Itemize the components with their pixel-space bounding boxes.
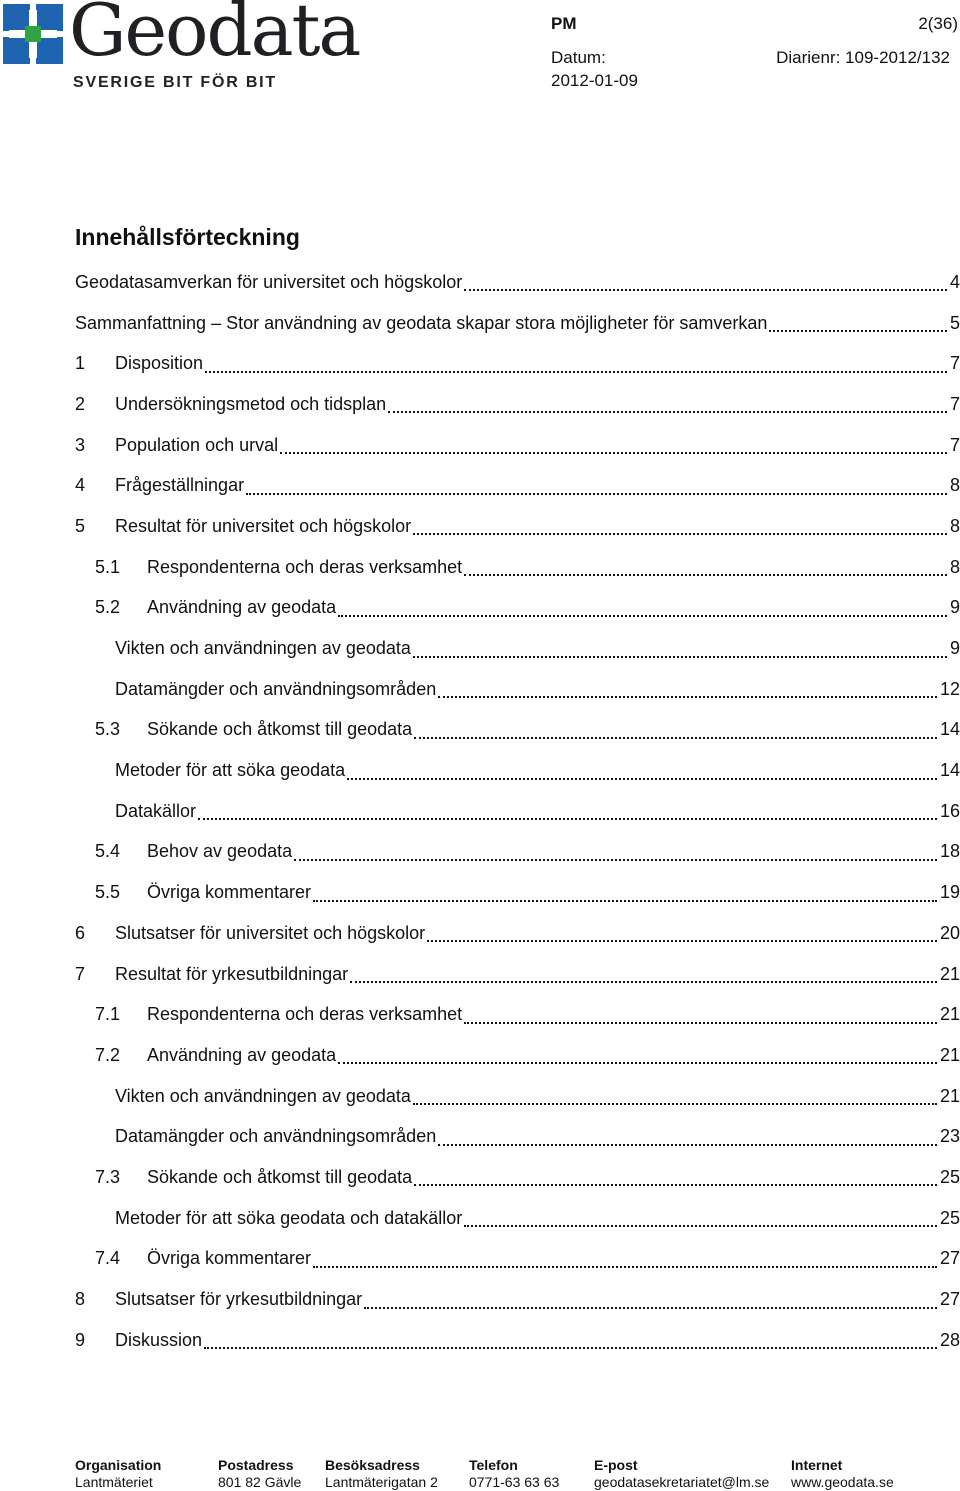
toc-entry[interactable]: [75, 669, 960, 710]
toc-entry-page: 7: [949, 353, 960, 374]
toc-entry[interactable]: [75, 1157, 960, 1198]
toc-entry[interactable]: [75, 913, 960, 954]
footer-value: 0771-63 63 63: [469, 1474, 560, 1490]
footer-column: [469, 1457, 559, 1491]
toc-entry-page: 4: [949, 271, 960, 292]
toc-entry-title: Respondenterna och deras verksamhet: [147, 1004, 463, 1025]
toc-entry-number: 7.1: [95, 1004, 121, 1025]
logo-tagline: SVERIGE BIT FÖR BIT: [73, 74, 277, 91]
toc-entry-number: 7: [75, 963, 86, 984]
toc-entry[interactable]: [75, 506, 960, 547]
footer-column: [791, 1457, 894, 1491]
toc-dot-leader: [413, 521, 947, 535]
page-number: 2(36): [918, 14, 958, 33]
toc-dot-leader: [205, 359, 947, 373]
date-label: Datum:: [551, 48, 606, 67]
geodata-cross-icon: [3, 4, 63, 64]
toc-entry-title: Resultat för yrkesutbildningar: [115, 963, 349, 984]
toc-dot-leader: [198, 806, 937, 820]
toc-dot-leader: [338, 603, 947, 617]
toc-dot-leader: [204, 1335, 937, 1349]
toc-entry-number: 7.2: [95, 1044, 121, 1065]
toc-entry-title: Behov av geodata: [147, 841, 293, 862]
toc-entry[interactable]: [75, 303, 960, 344]
toc-entry-number: 4: [75, 475, 86, 496]
toc-entry[interactable]: [75, 384, 960, 425]
logo-wordmark: Geodata: [69, 0, 360, 72]
footer-value[interactable]: geodatasekretariatet@lm.se: [594, 1474, 770, 1490]
toc-dot-leader: [280, 440, 947, 454]
toc-entry-page: 21: [939, 1085, 960, 1106]
toc-dot-leader: [313, 1254, 937, 1268]
toc-entry-number: 3: [75, 434, 86, 455]
toc-entry-title: Diskussion: [115, 1329, 203, 1350]
toc-entry-page: 19: [939, 882, 960, 903]
toc-dot-leader: [464, 1010, 937, 1024]
toc-entry-page: 25: [939, 1166, 960, 1187]
toc-entry-title: Användning av geodata: [147, 1044, 337, 1065]
toc-entry-page: 8: [949, 475, 960, 496]
toc-entry-page: 21: [939, 1004, 960, 1025]
footer-label: Organisation: [75, 1457, 162, 1473]
toc-dot-leader: [413, 644, 947, 658]
footer-value: 801 82 Gävle: [218, 1474, 302, 1490]
toc-dot-leader: [427, 928, 937, 942]
toc-entry-page: 14: [939, 760, 960, 781]
toc-entry-page: 18: [939, 841, 960, 862]
toc-entry-page: 27: [939, 1248, 960, 1269]
toc-dot-leader: [313, 888, 937, 902]
toc-entry-title: Sökande och åtkomst till geodata: [147, 719, 413, 740]
toc-entry-number: 5: [75, 515, 86, 536]
footer-value[interactable]: www.geodata.se: [791, 1474, 894, 1490]
footer-label: Besöksadress: [325, 1457, 420, 1473]
toc-entry[interactable]: [75, 465, 960, 506]
toc-entry[interactable]: [75, 994, 960, 1035]
toc-entry[interactable]: [75, 1239, 960, 1280]
toc-entry[interactable]: [75, 628, 960, 669]
toc-dot-leader: [438, 1132, 937, 1146]
table-of-contents: [75, 262, 960, 1361]
toc-entry-number: 8: [75, 1289, 86, 1310]
toc-entry-title: Respondenterna och deras verksamhet: [147, 556, 463, 577]
toc-entry[interactable]: [75, 791, 960, 832]
toc-entry-title: Vikten och användningen av geodata: [115, 1085, 411, 1106]
toc-entry-page: 9: [949, 597, 960, 618]
footer-value: Lantmäterigatan 2: [325, 1474, 438, 1490]
toc-entry-page: 9: [949, 638, 960, 659]
toc-dot-leader: [464, 562, 947, 576]
toc-entry-title: Metoder för att söka geodata och datakällor: [115, 1207, 463, 1228]
toc-dot-leader: [414, 725, 937, 739]
toc-entry-page: 28: [939, 1329, 960, 1350]
toc-entry[interactable]: [75, 1116, 960, 1157]
toc-dot-leader: [414, 1172, 937, 1186]
toc-entry-title: Övriga kommentarer: [147, 1248, 312, 1269]
toc-entry-number: 9: [75, 1329, 86, 1350]
toc-entry[interactable]: [75, 425, 960, 466]
toc-entry-title: Datamängder och användningsområden: [115, 1126, 437, 1147]
toc-entry-page: 16: [939, 800, 960, 821]
toc-entry[interactable]: [75, 832, 960, 873]
toc-entry[interactable]: [75, 1279, 960, 1320]
toc-dot-leader: [294, 847, 937, 861]
toc-entry-title: Frågeställningar: [115, 475, 245, 496]
footer-label: Internet: [791, 1457, 843, 1473]
toc-entry-title: Metoder för att söka geodata: [115, 760, 346, 781]
toc-entry-number: 7.4: [95, 1248, 121, 1269]
toc-dot-leader: [338, 1050, 937, 1064]
toc-entry[interactable]: [75, 872, 960, 913]
toc-entry-number: 5.5: [95, 882, 121, 903]
toc-dot-leader: [464, 1213, 937, 1227]
toc-entry-page: 8: [949, 556, 960, 577]
toc-entry-title: Sökande och åtkomst till geodata: [147, 1166, 413, 1187]
toc-entry[interactable]: [75, 1076, 960, 1117]
footer-column: [325, 1457, 438, 1491]
toc-entry-title: Resultat för universitet och högskolor: [115, 515, 412, 536]
toc-entry-number: 7.3: [95, 1166, 121, 1187]
footer-value: Lantmäteriet: [75, 1474, 153, 1490]
toc-entry[interactable]: [75, 1320, 960, 1361]
footer-label: Postadress: [218, 1457, 294, 1473]
footer-column: [218, 1457, 301, 1491]
footer-column: [594, 1457, 769, 1491]
toc-entry-title: Population och urval: [115, 434, 279, 455]
footer-label: Telefon: [469, 1457, 518, 1473]
toc-entry-title: Datakällor: [115, 800, 197, 821]
toc-entry[interactable]: [75, 1035, 960, 1076]
toc-dot-leader: [347, 766, 937, 780]
toc-entry[interactable]: [75, 954, 960, 995]
toc-entry-number: 5.3: [95, 719, 121, 740]
footer-label: E-post: [594, 1457, 638, 1473]
toc-entry-number: 2: [75, 393, 86, 414]
toc-entry-page: 7: [949, 434, 960, 455]
toc-entry-number: 5.4: [95, 841, 121, 862]
toc-entry[interactable]: [75, 1198, 960, 1239]
toc-dot-leader: [246, 481, 947, 495]
toc-dot-leader: [438, 684, 937, 698]
toc-entry[interactable]: [75, 588, 960, 629]
toc-entry-page: 25: [939, 1207, 960, 1228]
toc-entry-title: Sammanfattning – Stor användning av geodata skapar stora möjligheter för samverkan: [75, 312, 768, 333]
toc-entry[interactable]: [75, 547, 960, 588]
toc-entry[interactable]: [75, 262, 960, 303]
toc-entry-page: 8: [949, 515, 960, 536]
toc-entry-number: 6: [75, 922, 86, 943]
toc-entry-page: 20: [939, 922, 960, 943]
toc-entry-number: 5.2: [95, 597, 121, 618]
toc-dot-leader: [350, 969, 937, 983]
toc-entry[interactable]: [75, 710, 960, 751]
toc-entry-page: 21: [939, 963, 960, 984]
document-date: 2012-01-09: [551, 71, 638, 90]
toc-entry-page: 23: [939, 1126, 960, 1147]
toc-entry-title: Övriga kommentarer: [147, 882, 312, 903]
toc-title: Innehållsförteckning: [75, 224, 300, 250]
toc-entry-page: 14: [939, 719, 960, 740]
toc-entry-title: Slutsatser för yrkesutbildningar: [115, 1289, 363, 1310]
toc-entry-title: Slutsatser för universitet och högskolor: [115, 922, 426, 943]
toc-dot-leader: [364, 1295, 937, 1309]
toc-entry-number: 1: [75, 353, 86, 374]
toc-entry-title: Undersökningsmetod och tidsplan: [115, 393, 387, 414]
toc-entry[interactable]: [75, 343, 960, 384]
footer-column: [75, 1457, 161, 1491]
toc-entry-title: Geodatasamverkan för universitet och högskolor: [75, 271, 463, 292]
diarienr: Diarienr: 109-2012/132: [776, 48, 950, 67]
toc-entry-title: Disposition: [115, 353, 204, 374]
toc-entry-title: Datamängder och användningsområden: [115, 678, 437, 699]
toc-entry[interactable]: [75, 750, 960, 791]
document-type: PM: [551, 14, 577, 33]
toc-entry-page: 27: [939, 1289, 960, 1310]
toc-entry-page: 7: [949, 393, 960, 414]
toc-entry-title: Vikten och användningen av geodata: [115, 638, 411, 659]
toc-entry-number: 5.1: [95, 556, 121, 577]
toc-entry-page: 5: [949, 312, 960, 333]
toc-entry-page: 21: [939, 1044, 960, 1065]
toc-dot-leader: [464, 277, 947, 291]
toc-dot-leader: [388, 399, 947, 413]
toc-entry-page: 12: [939, 678, 960, 699]
toc-dot-leader: [769, 318, 947, 332]
toc-entry-title: Användning av geodata: [147, 597, 337, 618]
toc-dot-leader: [413, 1091, 937, 1105]
